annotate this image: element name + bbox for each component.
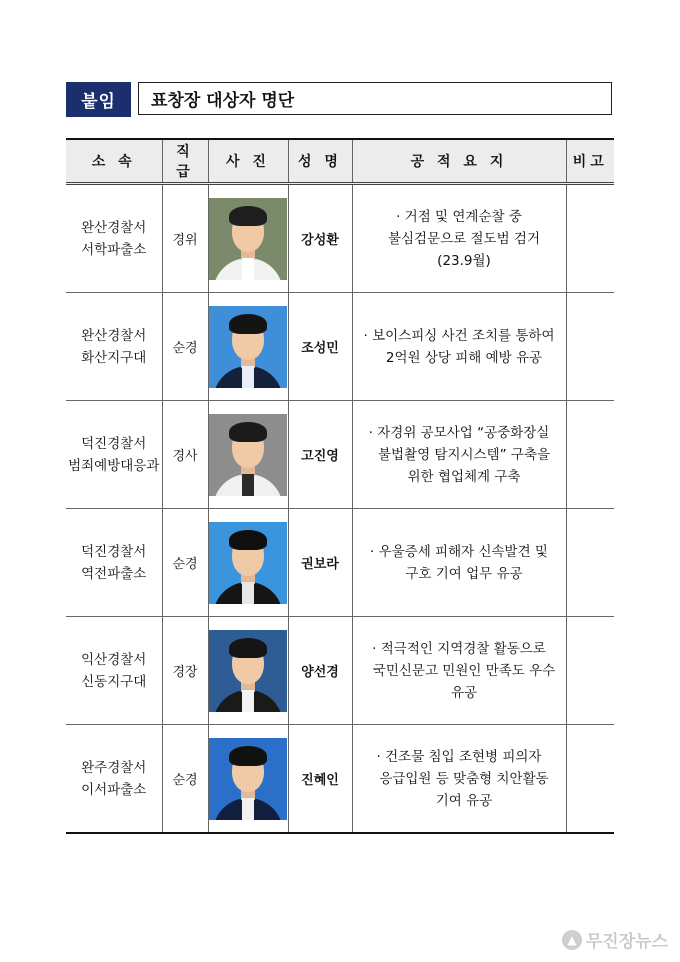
note-cell bbox=[566, 293, 614, 401]
unit-cell bbox=[66, 401, 162, 509]
name-cell: 권보라 bbox=[288, 509, 352, 617]
name-cell: 고진영 bbox=[288, 401, 352, 509]
attachment-tag: 붙임 bbox=[66, 82, 131, 117]
note-cell bbox=[566, 617, 614, 725]
merit-line: 2억원 상당 피해 예방 유공 bbox=[385, 349, 543, 366]
note-cell bbox=[566, 509, 614, 617]
rank-cell: 경위 bbox=[162, 184, 208, 293]
photo-cell bbox=[208, 725, 288, 834]
unit-line: 익산경찰서 bbox=[81, 651, 147, 668]
unit-line: 완산경찰서 bbox=[81, 327, 147, 344]
column-header-name: 성 명 bbox=[288, 139, 352, 184]
merit-line: 유공 bbox=[450, 684, 478, 701]
unit-line: 이서파출소 bbox=[81, 781, 147, 798]
watermark bbox=[562, 927, 668, 952]
unit-text bbox=[67, 325, 161, 369]
unit-line: 신동지구대 bbox=[81, 673, 147, 690]
merit-summary-cell bbox=[352, 509, 566, 617]
merit-line: · 자경위 공모사업 “공중화장실 bbox=[368, 424, 550, 441]
merit-line: · 건조물 침입 조현병 피의자 bbox=[376, 748, 542, 765]
portrait-photo bbox=[209, 630, 287, 712]
portrait-photo bbox=[209, 198, 287, 280]
table-row bbox=[66, 509, 614, 617]
column-header-note: 비고 bbox=[566, 139, 614, 184]
merit-line: · 적극적인 지역경찰 활동으로 bbox=[372, 640, 546, 657]
merit-line: 불법촬영 탐지시스템” 구축을 bbox=[377, 446, 551, 463]
unit-text bbox=[67, 541, 161, 585]
column-header-merit: 공 적 요 지 bbox=[352, 139, 566, 184]
unit-text bbox=[67, 433, 161, 477]
portrait-photo bbox=[209, 522, 287, 604]
attachment-title-bar bbox=[66, 82, 614, 117]
portrait-photo bbox=[209, 306, 287, 388]
merit-summary-cell bbox=[352, 293, 566, 401]
document-title: 표창장 대상자 명단 bbox=[138, 82, 612, 115]
unit-cell bbox=[66, 509, 162, 617]
name-cell: 양선경 bbox=[288, 617, 352, 725]
column-header-photo: 사 진 bbox=[208, 139, 288, 184]
name-cell: 진혜인 bbox=[288, 725, 352, 834]
table-row bbox=[66, 293, 614, 401]
note-cell bbox=[566, 401, 614, 509]
unit-line: 범죄예방대응과 bbox=[68, 457, 160, 474]
table-row bbox=[66, 401, 614, 509]
rank-cell: 경장 bbox=[162, 617, 208, 725]
merit-line: 국민신문고 민원인 만족도 우수 bbox=[372, 662, 556, 679]
table-row bbox=[66, 617, 614, 725]
photo-cell bbox=[208, 509, 288, 617]
unit-line: 서학파출소 bbox=[81, 241, 147, 258]
merit-line: 불심검문으로 절도범 검거(23.9월) bbox=[387, 230, 541, 269]
merit-line: 기여 유공 bbox=[435, 792, 493, 809]
unit-text bbox=[67, 217, 161, 261]
table-row bbox=[66, 725, 614, 834]
photo-cell bbox=[208, 617, 288, 725]
name-cell: 조성민 bbox=[288, 293, 352, 401]
unit-cell bbox=[66, 725, 162, 834]
award-recipients-table bbox=[66, 138, 614, 834]
merit-line: 응급입원 등 맞춤형 치안활동 bbox=[379, 770, 549, 787]
unit-line: 화산지구대 bbox=[81, 349, 147, 366]
merit-summary-cell bbox=[352, 725, 566, 834]
news-logo-icon: ▲ bbox=[562, 930, 582, 950]
rank-cell: 순경 bbox=[162, 293, 208, 401]
photo-cell bbox=[208, 184, 288, 293]
unit-line: 덕진경찰서 bbox=[81, 435, 147, 452]
name-cell: 강성환 bbox=[288, 184, 352, 293]
merit-summary-cell bbox=[352, 401, 566, 509]
portrait-photo bbox=[209, 738, 287, 820]
merit-line: · 우울증세 피해자 신속발견 및 bbox=[370, 543, 548, 560]
merit-line: 구호 기여 업무 유공 bbox=[405, 565, 523, 582]
unit-line: 덕진경찰서 bbox=[81, 543, 147, 560]
unit-line: 완산경찰서 bbox=[81, 219, 147, 236]
unit-text bbox=[67, 757, 161, 801]
unit-text bbox=[67, 649, 161, 693]
unit-line: 역전파출소 bbox=[81, 565, 147, 582]
unit-cell bbox=[66, 617, 162, 725]
rank-cell: 순경 bbox=[162, 725, 208, 834]
table-row bbox=[66, 184, 614, 293]
unit-line: 완주경찰서 bbox=[81, 759, 147, 776]
unit-cell bbox=[66, 184, 162, 293]
merit-summary-cell bbox=[352, 184, 566, 293]
merit-line: · 보이스피싱 사건 조치를 통하여 bbox=[363, 327, 555, 344]
unit-cell bbox=[66, 293, 162, 401]
portrait-photo bbox=[209, 414, 287, 496]
merit-summary-cell bbox=[352, 617, 566, 725]
merit-line: 위한 협업체계 구축 bbox=[407, 468, 521, 485]
rank-cell: 순경 bbox=[162, 509, 208, 617]
rank-cell: 경사 bbox=[162, 401, 208, 509]
note-cell bbox=[566, 725, 614, 834]
table-header-row bbox=[66, 139, 614, 184]
photo-cell bbox=[208, 293, 288, 401]
note-cell bbox=[566, 184, 614, 293]
column-header-rank: 직 급 bbox=[162, 139, 208, 184]
column-header-unit: 소 속 bbox=[66, 139, 162, 184]
watermark-text: 무진장뉴스 bbox=[585, 932, 668, 952]
photo-cell bbox=[208, 401, 288, 509]
merit-line: · 거점 및 연계순찰 중 bbox=[396, 208, 522, 225]
